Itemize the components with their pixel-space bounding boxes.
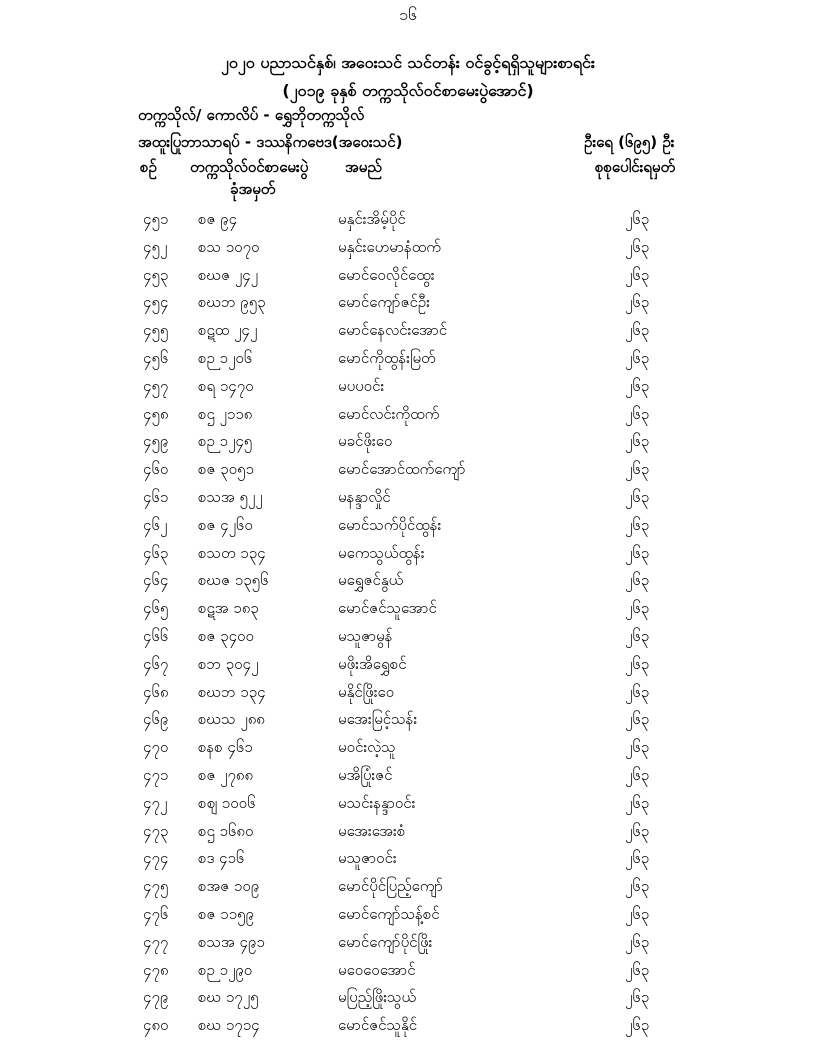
row-number: ၄၆၃ — [143, 543, 169, 562]
roll-number: စဘ ၃၀၄၂ — [198, 654, 259, 673]
header-name: အမည် — [345, 158, 382, 176]
student-name: မောင်နေလင်းအောင် — [338, 321, 448, 340]
total-score: ၂၆၃ — [625, 765, 650, 784]
row-number: ၄၅၁ — [143, 210, 169, 228]
total-score: ၂၆၃ — [625, 599, 650, 618]
student-name: မဝေဝေအောင် — [338, 960, 416, 979]
row-number: ၄၅၅ — [143, 321, 169, 340]
table-row — [0, 655, 816, 683]
roll-number: စရ ၁၄၇၀ — [198, 376, 254, 395]
student-name: မနှင်းဟေမာနံထက် — [338, 237, 441, 256]
table-row — [0, 988, 816, 1016]
total-score: ၂၆၃ — [625, 543, 650, 562]
total-score: ၂၆၃ — [625, 960, 650, 979]
roll-number: စဃ ၁၇၂၅ — [198, 988, 259, 1007]
total-score: ၂၆၃ — [625, 348, 650, 367]
total-score: ၂၆၃ — [625, 321, 650, 340]
table-row — [0, 488, 816, 516]
roll-number: စနစ ၄၆၁ — [198, 738, 253, 757]
roll-number: စဋအ ၁၈၃ — [198, 599, 259, 618]
row-number: ၄၅၃ — [143, 265, 169, 284]
student-name: မသင်းနန္ဒာဝင်း — [338, 793, 416, 812]
student-name: မပပဝင်း — [338, 376, 385, 395]
roll-number: စဃဘ ၉၅၃ — [198, 293, 266, 312]
total-score: ၂၆၃ — [625, 432, 650, 451]
student-table — [0, 210, 816, 1044]
roll-number: စဃဇ ၁၃၅၆ — [198, 571, 269, 590]
total-score: ၂၆၃ — [625, 821, 650, 840]
roll-number: စဃဇ ၂၄၂ — [198, 265, 258, 284]
roll-number: စဇ ၃၀၅၁ — [198, 460, 254, 479]
table-row — [0, 599, 816, 627]
student-name: မောင်ဝေလိုင်ထွေး — [338, 265, 435, 284]
student-name: မောင်ကျော်ပိုင်ဖြိုး — [338, 932, 433, 951]
roll-number: စသတ ၁၃၄ — [198, 543, 266, 562]
roll-number: စဋထ ၂၄၂ — [198, 321, 258, 340]
table-row — [0, 683, 816, 711]
total-score: ၂၆၃ — [625, 738, 650, 757]
row-number: ၄၈၀ — [143, 1016, 169, 1035]
student-name: မဝင်းလဲ့သူ — [338, 738, 396, 757]
row-number: ၄၆၀ — [143, 460, 169, 479]
roll-number: စဇ ၂၇၈၈ — [198, 765, 254, 784]
row-number: ၄၆၂ — [143, 515, 168, 534]
roll-number: စဌ ၁၆၈၀ — [198, 821, 254, 840]
row-number: ၄၆၈ — [143, 682, 169, 701]
row-number: ၄၅၂ — [143, 237, 168, 256]
student-name: မောင်ဇင်သူနိုင် — [338, 1016, 418, 1035]
roll-number: စဈ ၁၀၀၆ — [198, 793, 256, 812]
student-name: မောင်အောင်ထက်ကျော် — [338, 460, 466, 479]
student-name: မနှင်းအိမ့်ပိုင် — [338, 210, 406, 228]
row-number: ၄၅၄ — [143, 293, 169, 312]
row-number: ၄၅၆ — [143, 348, 169, 367]
row-number: ၄၇၃ — [143, 821, 169, 840]
total-score: ၂၆၃ — [625, 210, 650, 228]
total-count: ဦးရေ (၆၉၅) ဦး — [584, 133, 675, 151]
row-number: ၄၆၉ — [143, 710, 169, 729]
page-number: ၁၆ — [399, 5, 417, 24]
total-score: ၂၆၃ — [625, 376, 650, 395]
table-row — [0, 405, 816, 433]
student-name: မောင်သက်ပိုင်ထွန်း — [338, 515, 442, 534]
table-row — [0, 877, 816, 905]
student-name: မနန္ဒာလှိုင် — [338, 487, 391, 506]
table-row — [0, 544, 816, 572]
document-title: ၂၀၂၀ ပညာသင်နှစ်၊ အဝေးသင် သင်တန်း ဝင်ခွင့်ရရှိသူများစာရင်း — [221, 53, 595, 72]
roll-number: စသ ၁၀၇၀ — [198, 237, 260, 256]
total-score: ၂၆၃ — [625, 710, 650, 729]
table-row — [0, 766, 816, 794]
student-name: မခင်ဖိုးဝေ — [338, 432, 393, 451]
row-number: ၄၅၈ — [143, 404, 169, 423]
total-score: ၂၆၃ — [625, 515, 650, 534]
university-line: တက္ကသိုလ်/ ကောလိပ် - ရွှေဘိုတက္ကသိုလ် — [138, 106, 365, 124]
roll-number: စဉ ၁၂၉၀ — [198, 960, 253, 979]
student-name: မနိုင်ဖြိုးဝေ — [338, 682, 395, 701]
total-score: ၂၆၃ — [625, 487, 650, 506]
roll-number: စဃသ ၂၈၈ — [198, 710, 265, 729]
table-row — [0, 794, 816, 822]
student-name: မောင်ကျော်သန့်စင် — [338, 904, 440, 923]
roll-number: စဒ ၄၁၆ — [198, 849, 245, 868]
table-row — [0, 516, 816, 544]
row-number: ၄၇၇ — [143, 932, 169, 951]
roll-number: စအဇ ၁၀၉ — [198, 877, 260, 896]
table-row — [0, 627, 816, 655]
roll-number: စဇ ၁၁၅၉ — [198, 904, 254, 923]
table-row — [0, 460, 816, 488]
student-name: မသူဇာဝင်း — [338, 849, 397, 868]
table-row — [0, 293, 816, 321]
table-row — [0, 738, 816, 766]
roll-number: စဇ ၉၄ — [198, 210, 238, 228]
student-name: မောင်ပိုင်ပြည့်ကျော် — [338, 877, 444, 896]
row-number: ၄၆၅ — [143, 599, 169, 618]
total-score: ၂၆၃ — [625, 932, 650, 951]
student-name: မောင်ကိုထွန်းမြတ် — [338, 348, 436, 367]
table-row — [0, 1016, 816, 1044]
total-score: ၂၆၃ — [625, 793, 650, 812]
row-number: ၄၇၆ — [143, 904, 169, 923]
student-name: မအိပြုံးဇင် — [338, 765, 393, 784]
student-name: မသူဇာမွန် — [338, 626, 393, 645]
row-number: ၄၇၄ — [143, 849, 169, 868]
total-score: ၂၆၃ — [625, 293, 650, 312]
total-score: ၂၆၃ — [625, 877, 650, 896]
header-no: စဉ် — [140, 158, 157, 176]
table-row — [0, 321, 816, 349]
roll-number: စသအ ၄၉၁ — [198, 932, 265, 951]
table-row — [0, 961, 816, 989]
table-row — [0, 349, 816, 377]
total-score: ၂၆၃ — [625, 237, 650, 256]
student-name: မောင်လင်းကိုထက် — [338, 404, 440, 423]
total-score: ၂၆၃ — [625, 988, 650, 1007]
student-name: မပြည့်ဖြိုးသွယ် — [338, 988, 417, 1007]
header-roll-sub: ခုံအမှတ် — [230, 180, 276, 198]
total-score: ၂၆၃ — [625, 1016, 650, 1035]
header-roll: တက္ကသိုလ်ဝင်စာမေးပွဲ — [190, 158, 309, 176]
table-row — [0, 710, 816, 738]
total-score: ၂၆၃ — [625, 626, 650, 645]
total-score: ၂၆၃ — [625, 571, 650, 590]
total-score: ၂၆၃ — [625, 404, 650, 423]
row-number: ၄၇၈ — [143, 960, 169, 979]
row-number: ၄၇၁ — [143, 765, 169, 784]
header-total: စုစုပေါင်းရမှတ် — [595, 158, 676, 176]
student-name: မောင်ကျော်ဇင်ဦး — [338, 293, 430, 312]
row-number: ၄၇၅ — [143, 877, 169, 896]
student-name: မဖိုးအိရွှေစင် — [338, 654, 407, 673]
student-name: မောင်ဇင်သူအောင် — [338, 599, 437, 618]
subject-line: အထူးပြုဘာသာရပ် - ဒဿနိကဗေဒ(အဝေးသင်) — [138, 133, 403, 151]
row-number: ၄၆၁ — [143, 487, 169, 506]
table-row — [0, 905, 816, 933]
roll-number: စဃဘ ၁၃၄ — [198, 682, 266, 701]
row-number: ၄၇၉ — [143, 988, 169, 1007]
row-number: ၄၆၆ — [143, 626, 169, 645]
row-number: ၄၇၀ — [143, 738, 169, 757]
table-row — [0, 571, 816, 599]
table-row — [0, 266, 816, 294]
document-subtitle: (၂၀၁၉ ခုနှစ် တက္ကသိုလ်ဝင်စာမေးပွဲအောင်) — [282, 81, 534, 100]
roll-number: စဇ ၄၂၆၀ — [198, 515, 253, 534]
table-row — [0, 933, 816, 961]
total-score: ၂၆၃ — [625, 904, 650, 923]
student-name: မအေးမြင့်သန်း — [338, 710, 418, 729]
student-name: မအေးအေးစံ — [338, 821, 406, 840]
table-row — [0, 238, 816, 266]
roll-number: စဌ ၂၁၁၈ — [198, 404, 253, 423]
student-name: မရွှေဇင်နွယ် — [338, 571, 404, 590]
student-name: မကေသွယ်ထွန်း — [338, 543, 425, 562]
row-number: ၄၅၇ — [143, 376, 169, 395]
roll-number: စသအ ၅၂၂ — [198, 487, 263, 506]
row-number: ၄၅၉ — [143, 432, 169, 451]
total-score: ၂၆၃ — [625, 460, 650, 479]
table-row — [0, 849, 816, 877]
total-score: ၂၆၃ — [625, 265, 650, 284]
total-score: ၂၆၃ — [625, 682, 650, 701]
roll-number: စဃ ၁၇၁၄ — [198, 1016, 260, 1035]
roll-number: စဉ ၁၂၀၆ — [198, 348, 253, 367]
total-score: ၂၆၃ — [625, 654, 650, 673]
table-row — [0, 377, 816, 405]
roll-number: စဉ ၁၂၄၅ — [198, 432, 253, 451]
table-row — [0, 432, 816, 460]
table-row — [0, 210, 816, 238]
row-number: ၄၇၂ — [143, 793, 168, 812]
table-row — [0, 822, 816, 850]
roll-number: စဇ ၃၄၀၀ — [198, 626, 254, 645]
row-number: ၄၆၇ — [143, 654, 169, 673]
total-score: ၂၆၃ — [625, 849, 650, 868]
row-number: ၄၆၄ — [143, 571, 169, 590]
